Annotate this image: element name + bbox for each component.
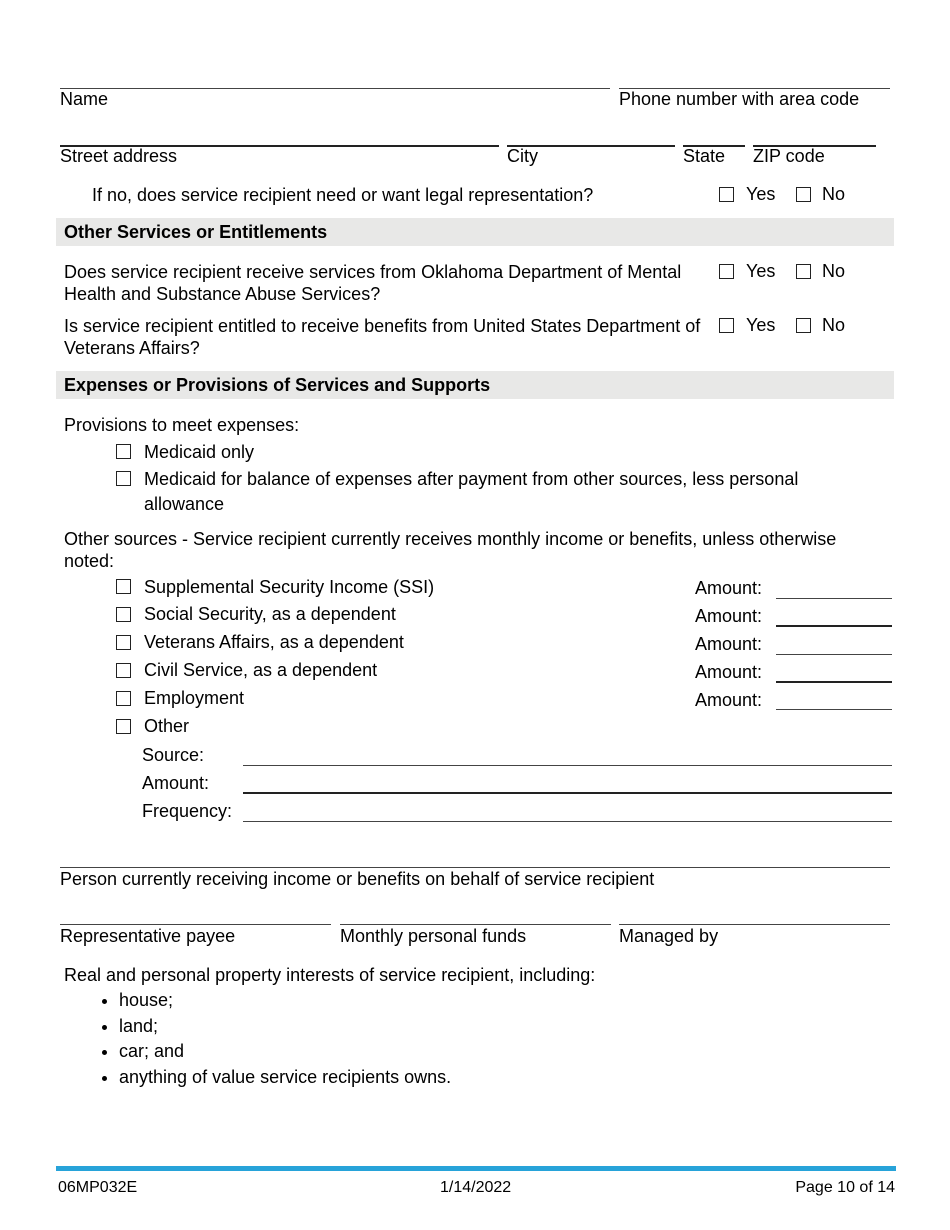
- omhsas-yes-label: Yes: [746, 261, 776, 281]
- legal-yes-checkbox[interactable]: [719, 187, 734, 202]
- section-title: Expenses or Provisions of Services and Supports: [64, 375, 491, 395]
- name-label: Name: [60, 89, 109, 109]
- other-label: Other: [144, 716, 190, 736]
- va-yes-checkbox[interactable]: [719, 318, 734, 333]
- medicaid-balance-label: Medicaid for balance of expenses after payment from other sources, less personal allowance: [144, 469, 799, 514]
- page-number: Page 10 of 14: [795, 1179, 895, 1196]
- omhsas-question: Does service recipient receive services from Oklahoma Department of Mental Health and Substance Abuse Services?: [64, 262, 682, 304]
- omhsas-yes-checkbox[interactable]: [719, 264, 734, 279]
- monthly-funds-label: Monthly personal funds: [340, 926, 527, 946]
- other-sources-intro: Other sources - Service recipient currently receives monthly income or benefits, unless otherwise noted:: [64, 529, 837, 571]
- section-header-expenses: [56, 371, 894, 399]
- person-receiving-label: Person currently receiving income or benefits on behalf of service recipient: [60, 869, 655, 889]
- frequency-field[interactable]: [243, 821, 892, 822]
- employment-amount-label: Amount:: [695, 690, 763, 710]
- form-id: 06MP032E: [58, 1179, 138, 1196]
- legal-yes-label: Yes: [746, 184, 776, 204]
- frequency-label: Frequency:: [142, 801, 233, 821]
- social-security-checkbox[interactable]: [116, 607, 131, 622]
- state-label: State: [683, 146, 726, 166]
- employment-label: Employment: [144, 688, 245, 708]
- name-field[interactable]: [60, 88, 610, 89]
- veterans-affairs-amount-field[interactable]: [776, 654, 892, 655]
- veterans-affairs-label: Veterans Affairs, as a dependent: [144, 632, 404, 652]
- street-label: Street address: [60, 146, 178, 166]
- list-item: • car; and: [119, 1039, 451, 1065]
- phone-label: Phone number with area code: [619, 89, 860, 109]
- ssi-amount-label: Amount:: [695, 578, 763, 598]
- legal-question: If no, does service recipient need or want legal representation?: [92, 185, 594, 205]
- veterans-affairs-checkbox[interactable]: [116, 635, 131, 650]
- civil-service-label: Civil Service, as a dependent: [144, 660, 378, 680]
- civil-service-amount-label: Amount:: [695, 662, 763, 682]
- employment-checkbox[interactable]: [116, 691, 131, 706]
- va-no-label: No: [822, 315, 846, 335]
- veterans-affairs-amount-label: Amount:: [695, 634, 763, 654]
- property-intro: Real and personal property interests of service recipient, including:: [64, 965, 596, 985]
- ssi-checkbox[interactable]: [116, 579, 131, 594]
- medicaid-only-checkbox[interactable]: [116, 444, 131, 459]
- source-label: Source:: [142, 745, 205, 765]
- legal-no-checkbox[interactable]: [796, 187, 811, 202]
- form-date: 1/14/2022: [440, 1179, 512, 1196]
- va-no-checkbox[interactable]: [796, 318, 811, 333]
- section-header-other-services: [56, 218, 894, 246]
- medicaid-balance-checkbox[interactable]: [116, 471, 131, 486]
- ssi-amount-field[interactable]: [776, 598, 892, 599]
- section-title: Other Services or Entitlements: [64, 222, 328, 242]
- footer-rule: [56, 1166, 896, 1171]
- managed-by-label: Managed by: [619, 926, 719, 946]
- zip-label: ZIP code: [753, 146, 825, 166]
- other-amount-field[interactable]: [243, 792, 892, 794]
- civil-service-checkbox[interactable]: [116, 663, 131, 678]
- source-field[interactable]: [243, 765, 892, 766]
- list-item: • land;: [119, 1014, 451, 1040]
- civil-service-amount-field[interactable]: [776, 681, 892, 683]
- omhsas-no-label: No: [822, 261, 846, 281]
- other-amount-label: Amount:: [142, 773, 210, 793]
- city-label: City: [507, 146, 538, 166]
- provisions-label: Provisions to meet expenses:: [64, 415, 300, 435]
- list-item: • anything of value service recipients owns.: [119, 1065, 451, 1091]
- va-yes-label: Yes: [746, 315, 776, 335]
- social-security-label: Social Security, as a dependent: [144, 604, 396, 624]
- representative-payee-label: Representative payee: [60, 926, 236, 946]
- other-checkbox[interactable]: [116, 719, 131, 734]
- legal-no-label: No: [822, 184, 846, 204]
- social-security-amount-field[interactable]: [776, 625, 892, 627]
- property-list: [100, 988, 451, 1090]
- ssi-label: Supplemental Security Income (SSI): [144, 577, 435, 597]
- social-security-amount-label: Amount:: [695, 606, 763, 626]
- list-item: • house;: [119, 988, 451, 1014]
- omhsas-no-checkbox[interactable]: [796, 264, 811, 279]
- va-question: Is service recipient entitled to receive benefits from United States Department of Veterans Affairs?: [64, 316, 701, 358]
- medicaid-only-label: Medicaid only: [144, 442, 255, 462]
- employment-amount-field[interactable]: [776, 709, 892, 710]
